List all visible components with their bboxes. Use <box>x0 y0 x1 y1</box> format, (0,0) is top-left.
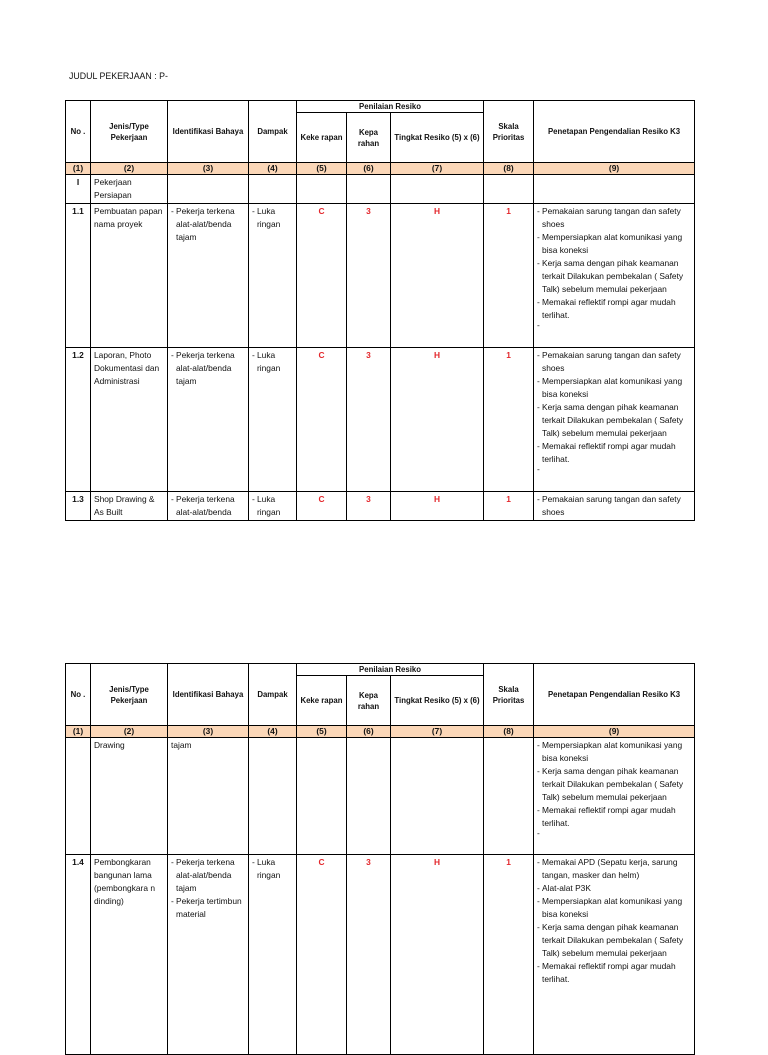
row-bahaya <box>168 204 249 348</box>
col-number: (2) <box>91 163 168 175</box>
row-kontrol <box>534 855 695 1055</box>
row-keparahan: 3 <box>347 855 391 1055</box>
header-kekerapan: Keke rapan <box>297 113 347 163</box>
col-number: (4) <box>249 163 297 175</box>
kontrol-item: - Mempersiapkan alat komunikasi yang bisa koneksi <box>537 895 691 921</box>
row-no: I <box>66 175 91 204</box>
row-bahaya <box>168 492 249 521</box>
row-jenis: Drawing <box>91 738 168 855</box>
col-number: (6) <box>347 163 391 175</box>
row-no: 1.1 <box>66 204 91 348</box>
header-dampak: Dampak <box>249 664 297 726</box>
table-row <box>66 738 695 855</box>
kontrol-item: - Kerja sama dengan pihak keamanan terkait Dilakukan pembekalan ( Safety Talk) sebelum memulai pekerjaan <box>537 257 691 296</box>
dampak-item: - Luka ringan <box>252 205 293 231</box>
col-number: (9) <box>534 726 695 738</box>
row-bahaya: tajam <box>168 738 249 855</box>
header-identifikasi: Identifikasi Bahaya <box>168 101 249 163</box>
row-jenis: Pembuatan papan nama proyek <box>91 204 168 348</box>
table-row <box>66 204 695 348</box>
dampak-item: - Luka ringan <box>252 493 293 519</box>
bahaya-item: - Pekerja terkena alat-alat/benda <box>171 493 245 519</box>
row-kontrol <box>534 204 695 348</box>
header-penilaian-resiko: Penilaian Resiko <box>297 664 484 676</box>
header-jenis: Jenis/Type Pekerjaan <box>91 664 168 726</box>
col-number: (5) <box>297 726 347 738</box>
kontrol-item: - Memakai reflektif rompi agar mudah terlihat. <box>537 296 691 322</box>
row-tingkat: H <box>391 492 484 521</box>
row-skala: 1 <box>484 204 534 348</box>
col-number: (8) <box>484 163 534 175</box>
header-no: No . <box>66 664 91 726</box>
row-dampak <box>249 492 297 521</box>
header-penetapan: Penetapan Pengendalian Resiko K3 <box>534 664 695 726</box>
row-skala: 1 <box>484 492 534 521</box>
col-number: (6) <box>347 726 391 738</box>
col-number: (2) <box>91 726 168 738</box>
col-number: (3) <box>168 163 249 175</box>
row-tingkat: H <box>391 348 484 492</box>
header-keparahan: Kepa rahan <box>347 113 391 163</box>
bahaya-item: - Pekerja terkena alat-alat/benda tajam <box>171 856 245 895</box>
kontrol-item: - Mempersiapkan alat komunikasi yang bisa koneksi <box>537 739 691 765</box>
kontrol-item: - Kerja sama dengan pihak keamanan terkait Dilakukan pembekalan ( Safety Talk) sebelum memulai pekerjaan <box>537 921 691 960</box>
header-no: No . <box>66 101 91 163</box>
col-number: (7) <box>391 726 484 738</box>
kontrol-item: - Mempersiapkan alat komunikasi yang bisa koneksi <box>537 375 691 401</box>
col-number: (7) <box>391 163 484 175</box>
col-number: (1) <box>66 163 91 175</box>
row-kontrol <box>534 738 695 855</box>
row-kekerapan: C <box>297 855 347 1055</box>
row-jenis: Pekerjaan Persiapan <box>91 175 168 204</box>
risk-table-1 <box>65 100 695 521</box>
table-row <box>66 348 695 492</box>
row-no: 1.2 <box>66 348 91 492</box>
kontrol-item: - Alat-alat P3K <box>537 882 691 895</box>
row-kontrol <box>534 492 695 521</box>
kontrol-item: - Kerja sama dengan pihak keamanan terkait Dilakukan pembekalan ( Safety Talk) sebelum memulai pekerjaan <box>537 765 691 804</box>
col-number: (3) <box>168 726 249 738</box>
header-tingkat: Tingkat Resiko (5) x (6) <box>391 113 484 163</box>
row-no: 1.3 <box>66 492 91 521</box>
row-keparahan: 3 <box>347 204 391 348</box>
kontrol-item: - Kerja sama dengan pihak keamanan terkait Dilakukan pembekalan ( Safety Talk) sebelum memulai pekerjaan <box>537 401 691 440</box>
col-number: (4) <box>249 726 297 738</box>
risk-table-2 <box>65 663 695 1055</box>
header-skala: Skala Prioritas <box>484 664 534 726</box>
row-kekerapan: C <box>297 348 347 492</box>
row-keparahan: 3 <box>347 348 391 492</box>
row-jenis: Shop Drawing & As Built <box>91 492 168 521</box>
header-dampak: Dampak <box>249 101 297 163</box>
table-row <box>66 175 695 204</box>
document-title: JUDUL PEKERJAAN : P- <box>69 71 168 81</box>
kontrol-item: - Memakai APD (Sepatu kerja, sarung tangan, masker dan helm) <box>537 856 691 882</box>
kontrol-item <box>537 322 691 328</box>
header-penilaian-resiko: Penilaian Resiko <box>297 101 484 113</box>
row-kekerapan: C <box>297 492 347 521</box>
row-tingkat: H <box>391 204 484 348</box>
header-keparahan: Kepa rahan <box>347 676 391 726</box>
col-number: (9) <box>534 163 695 175</box>
kontrol-item: - Memakai reflektif rompi agar mudah terlihat. <box>537 960 691 986</box>
column-number-row <box>66 163 695 175</box>
row-jenis: Pembongkaran bangunan lama (pembongkara n dinding) <box>91 855 168 1055</box>
bahaya-item: - Pekerja tertimbun material <box>171 895 245 921</box>
kontrol-item: - Memakai reflektif rompi agar mudah terlihat. <box>537 440 691 466</box>
kontrol-item: - Memakai reflektif rompi agar mudah terlihat. <box>537 804 691 830</box>
header-skala: Skala Prioritas <box>484 101 534 163</box>
header-identifikasi: Identifikasi Bahaya <box>168 664 249 726</box>
header-tingkat: Tingkat Resiko (5) x (6) <box>391 676 484 726</box>
bahaya-item: - Pekerja terkena alat-alat/benda tajam <box>171 205 245 244</box>
dampak-item: - Luka ringan <box>252 349 293 375</box>
row-kekerapan: C <box>297 204 347 348</box>
header-jenis: Jenis/Type Pekerjaan <box>91 101 168 163</box>
row-bahaya <box>168 348 249 492</box>
header-kekerapan: Keke rapan <box>297 676 347 726</box>
row-keparahan: 3 <box>347 492 391 521</box>
row-dampak <box>249 204 297 348</box>
column-number-row <box>66 726 695 738</box>
row-jenis: Laporan, Photo Dokumentasi dan Administrasi <box>91 348 168 492</box>
kontrol-item <box>537 466 691 472</box>
col-number: (5) <box>297 163 347 175</box>
kontrol-item: - Pemakaian sarung tangan dan safety shoes <box>537 349 691 375</box>
kontrol-item: - Pemakaian sarung tangan dan safety shoes <box>537 205 691 231</box>
row-skala: 1 <box>484 348 534 492</box>
kontrol-item: - Mempersiapkan alat komunikasi yang bisa koneksi <box>537 231 691 257</box>
row-dampak <box>249 348 297 492</box>
row-no: 1.4 <box>66 855 91 1055</box>
header-penetapan: Penetapan Pengendalian Resiko K3 <box>534 101 695 163</box>
table-row <box>66 492 695 521</box>
table-row <box>66 855 695 1055</box>
kontrol-item <box>537 830 691 836</box>
dampak-item: - Luka ringan <box>252 856 293 882</box>
row-dampak <box>249 855 297 1055</box>
col-number: (8) <box>484 726 534 738</box>
row-skala: 1 <box>484 855 534 1055</box>
row-bahaya <box>168 855 249 1055</box>
bahaya-item: - Pekerja terkena alat-alat/benda tajam <box>171 349 245 388</box>
row-tingkat: H <box>391 855 484 1055</box>
kontrol-item: - Pemakaian sarung tangan dan safety shoes <box>537 493 691 519</box>
row-kontrol <box>534 348 695 492</box>
col-number: (1) <box>66 726 91 738</box>
